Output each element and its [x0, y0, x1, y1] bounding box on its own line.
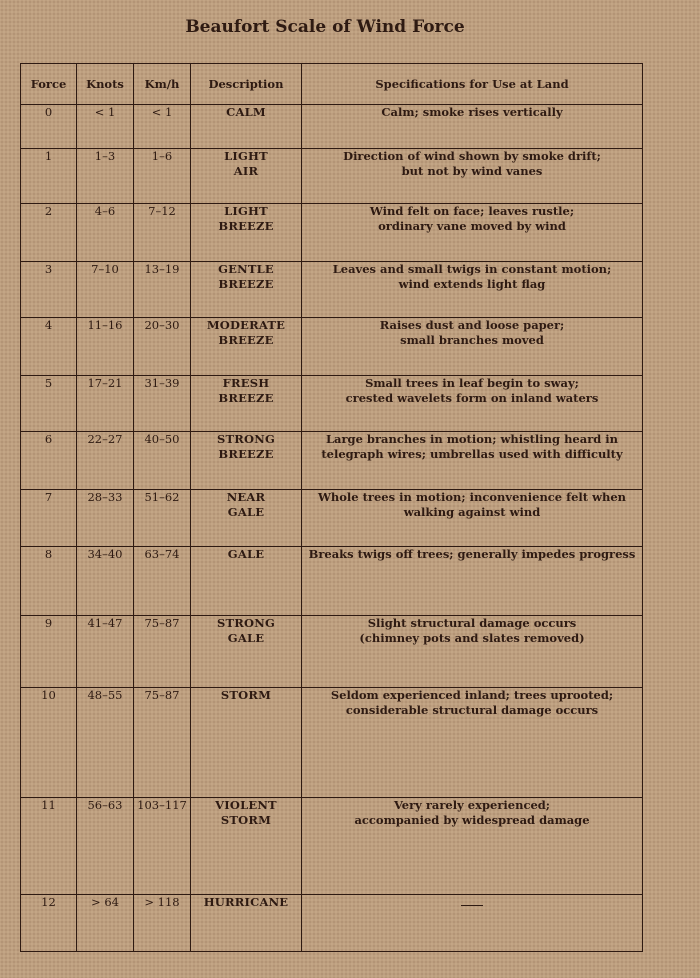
force-cell: 12 [21, 895, 77, 952]
table-row [21, 318, 643, 376]
table-row [21, 688, 643, 798]
table-row [21, 105, 643, 149]
specification-cell-line: Leaves and small twigs in constant motion; [332, 262, 612, 276]
table-header-row [21, 64, 643, 105]
description-cell [191, 376, 302, 432]
knots-cell: 22–27 [77, 432, 134, 490]
kmh-cell: 13–19 [134, 262, 191, 318]
table-row [21, 149, 643, 204]
description-cell-line: BREEZE [218, 277, 274, 291]
description-cell-line: STRONG [217, 616, 275, 630]
force-cell: 10 [21, 688, 77, 798]
knots-cell: 48–55 [77, 688, 134, 798]
description-cell-line: BREEZE [218, 333, 274, 347]
force-cell: 7 [21, 490, 77, 547]
column-header-force: Force [21, 64, 77, 105]
description-cell-line: MODERATE [206, 318, 286, 332]
description-cell [191, 547, 302, 616]
specification-cell-line: crested wavelets form on inland waters [345, 391, 599, 405]
page-title: Beaufort Scale of Wind Force [185, 17, 465, 37]
specification-cell-line: considerable structural damage occurs [345, 703, 599, 717]
table-row [21, 547, 643, 616]
kmh-cell: 103–117 [134, 798, 191, 895]
specification-cell-line: Large branches in motion; whistling heard in [325, 432, 619, 446]
knots-cell: 56–63 [77, 798, 134, 895]
force-cell: 8 [21, 547, 77, 616]
specification-cell-line: (chimney pots and slates removed) [359, 631, 585, 645]
column-header-kmh: Km/h [134, 64, 191, 105]
specification-cell [302, 376, 643, 432]
knots-cell: 4–6 [77, 204, 134, 262]
knots-cell: 17–21 [77, 376, 134, 432]
description-cell-line: STORM [220, 688, 272, 702]
table-row [21, 490, 643, 547]
specification-cell-line: Raises dust and loose paper; [379, 318, 565, 332]
specification-cell-line: Small trees in leaf begin to sway; [365, 376, 579, 390]
description-cell-line: BREEZE [218, 219, 274, 233]
description-cell-line: BREEZE [218, 447, 274, 461]
force-cell: 4 [21, 318, 77, 376]
description-cell [191, 490, 302, 547]
specification-cell-line: telegraph wires; umbrellas used with difficulty [321, 447, 623, 461]
description-cell-line: FRESH [222, 376, 270, 390]
specification-cell-line: Whole trees in motion; inconvenience felt when [317, 490, 627, 504]
beaufort-table [20, 63, 643, 952]
force-cell: 1 [21, 149, 77, 204]
kmh-cell: 40–50 [134, 432, 191, 490]
description-cell [191, 204, 302, 262]
specification-cell [302, 547, 643, 616]
specification-cell-line: ordinary vane moved by wind [378, 219, 566, 233]
specification-cell [302, 432, 643, 490]
description-cell-line: HURRICANE [203, 895, 289, 909]
specification-cell-line: Breaks twigs off trees; generally impedes progress [308, 547, 636, 561]
table-row [21, 204, 643, 262]
description-cell [191, 105, 302, 149]
description-cell-line: LIGHT [224, 204, 268, 218]
table-row [21, 432, 643, 490]
description-cell-line: GALE [227, 505, 265, 519]
description-cell [191, 318, 302, 376]
knots-cell: 1–3 [77, 149, 134, 204]
column-header-knots: Knots [77, 64, 134, 105]
description-cell-line: STORM [220, 813, 272, 827]
description-cell-line: STRONG [217, 432, 275, 446]
column-header-description: Description [191, 64, 302, 105]
knots-cell: 11–16 [77, 318, 134, 376]
specification-cell [302, 204, 643, 262]
description-cell [191, 688, 302, 798]
description-cell [191, 895, 302, 952]
table-row [21, 262, 643, 318]
table-row [21, 616, 643, 688]
specification-cell-line: Very rarely experienced; [393, 798, 551, 812]
knots-cell: 34–40 [77, 547, 134, 616]
description-cell-line: LIGHT [224, 149, 268, 163]
specification-cell [302, 105, 643, 149]
specification-cell [302, 895, 643, 952]
force-cell: 0 [21, 105, 77, 149]
description-cell [191, 262, 302, 318]
specification-cell [302, 262, 643, 318]
description-cell-line: NEAR [226, 490, 266, 504]
specification-cell-line: small branches moved [400, 333, 544, 347]
specification-cell-line: accompanied by widespread damage [354, 813, 590, 827]
specification-cell-line: walking against wind [403, 505, 541, 519]
kmh-cell: 75–87 [134, 688, 191, 798]
specification-cell [302, 688, 643, 798]
force-cell: 11 [21, 798, 77, 895]
description-cell [191, 616, 302, 688]
kmh-cell: 31–39 [134, 376, 191, 432]
specification-cell [302, 798, 643, 895]
description-cell-line: AIR [233, 164, 259, 178]
knots-cell: 41–47 [77, 616, 134, 688]
description-cell-line: GALE [227, 547, 265, 561]
force-cell: 3 [21, 262, 77, 318]
specification-cell-line: but not by wind vanes [401, 164, 543, 178]
knots-cell: 28–33 [77, 490, 134, 547]
table-row [21, 798, 643, 895]
kmh-cell: 63–74 [134, 547, 191, 616]
kmh-cell: 1–6 [134, 149, 191, 204]
knots-cell: < 1 [77, 105, 134, 149]
specification-cell [302, 318, 643, 376]
specification-cell [302, 149, 643, 204]
specification-cell [302, 616, 643, 688]
description-cell-line: BREEZE [218, 391, 274, 405]
force-cell: 9 [21, 616, 77, 688]
table-row [21, 895, 643, 952]
kmh-cell: 51–62 [134, 490, 191, 547]
description-cell [191, 149, 302, 204]
knots-cell: > 64 [77, 895, 134, 952]
kmh-cell: < 1 [134, 105, 191, 149]
specification-cell-line: Seldom experienced inland; trees uprooted; [330, 688, 614, 702]
table-row [21, 376, 643, 432]
description-cell-line: VIOLENT [215, 798, 277, 812]
description-cell-line: CALM [226, 105, 266, 119]
kmh-cell: 20–30 [134, 318, 191, 376]
specification-cell [302, 490, 643, 547]
force-cell: 2 [21, 204, 77, 262]
description-cell [191, 798, 302, 895]
specification-cell-line: Direction of wind shown by smoke drift; [343, 149, 601, 163]
description-cell-line: GENTLE [218, 262, 274, 276]
specification-cell-line: Slight structural damage occurs [367, 616, 577, 630]
dash-mark [461, 905, 483, 906]
description-cell [191, 432, 302, 490]
specification-cell-line: wind extends light flag [398, 277, 546, 291]
specification-cell-line: Calm; smoke rises vertically [381, 105, 563, 119]
specification-cell-line: Wind felt on face; leaves rustle; [369, 204, 575, 218]
kmh-cell: 7–12 [134, 204, 191, 262]
description-cell-line: GALE [227, 631, 265, 645]
kmh-cell: 75–87 [134, 616, 191, 688]
column-header-specifications: Specifications for Use at Land [302, 64, 643, 105]
force-cell: 5 [21, 376, 77, 432]
knots-cell: 7–10 [77, 262, 134, 318]
kmh-cell: > 118 [134, 895, 191, 952]
force-cell: 6 [21, 432, 77, 490]
